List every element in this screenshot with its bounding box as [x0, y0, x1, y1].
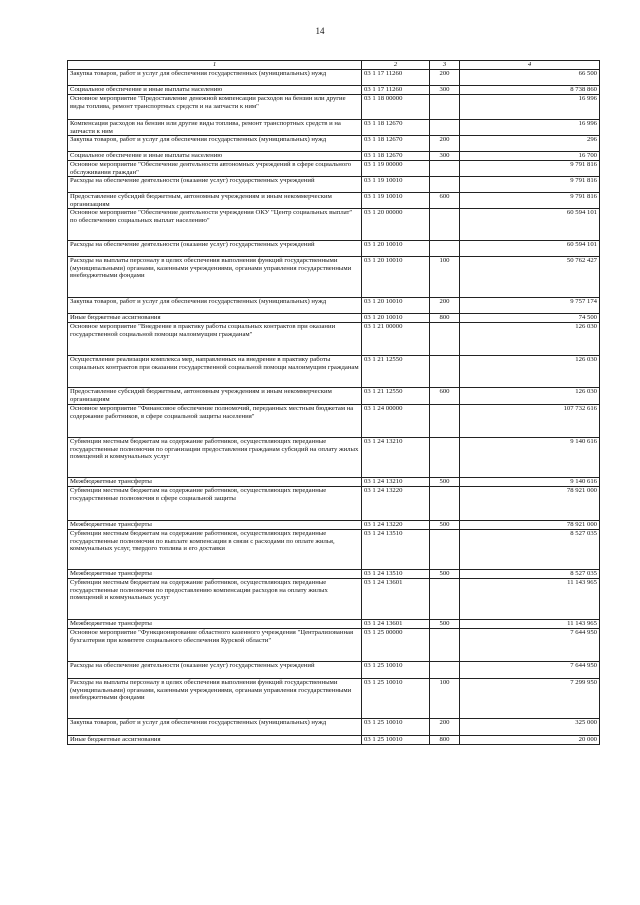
row-name-cell: Межбюджетные трансферты — [68, 620, 362, 629]
table-row — [68, 314, 600, 323]
row-code-cell: 03 1 25 10010 — [362, 719, 430, 736]
row-code-cell: 03 1 20 00000 — [362, 209, 430, 241]
table-row — [68, 161, 600, 177]
row-name-cell: Субвенции местным бюджетам на содержание работников, осуществляющих переданные государственные полномочия по выплате компенсации в связи с расходами по оплате жилья, коммунальных услуг, твердого топлива и его доставки — [68, 530, 362, 570]
row-type-cell: 500 — [430, 478, 460, 487]
row-name-cell: Закупка товаров, работ и услуг для обеспечения государственных (муниципальных) нужд — [68, 719, 362, 736]
row-name-cell: Предоставление субсидий бюджетным, автономным учреждениям и иным некоммерческим организациям — [68, 388, 362, 405]
row-amount-cell: 50 762 427 — [460, 257, 600, 298]
row-code-cell: 03 1 19 00000 — [362, 161, 430, 177]
row-name-cell: Межбюджетные трансферты — [68, 521, 362, 530]
row-type-cell — [430, 241, 460, 257]
row-code-cell: 03 1 24 13510 — [362, 530, 430, 570]
row-type-cell: 200 — [430, 136, 460, 152]
table-row — [68, 70, 600, 86]
row-type-cell: 200 — [430, 70, 460, 86]
row-name-cell: Субвенции местным бюджетам на содержание работников, осуществляющих переданные государственные полномочия по предоставлению компенсации расходов на оплату жилых помещений и коммунальных услуг — [68, 579, 362, 620]
row-code-cell: 03 1 24 13210 — [362, 478, 430, 487]
row-type-cell: 200 — [430, 298, 460, 314]
row-amount-cell: 74 500 — [460, 314, 600, 323]
row-code-cell: 03 1 25 00000 — [362, 629, 430, 662]
row-code-cell: 03 1 20 10010 — [362, 314, 430, 323]
row-amount-cell: 9 791 816 — [460, 177, 600, 193]
row-amount-cell: 7 644 950 — [460, 629, 600, 662]
row-name-cell: Субвенции местным бюджетам на содержание работников, осуществляющих переданные государственные полномочия в сфере социальной защиты — [68, 487, 362, 521]
row-name-cell: Иные бюджетные ассигнования — [68, 314, 362, 323]
row-name-cell: Расходы на обеспечение деятельности (оказание услуг) государственных учреждений — [68, 241, 362, 257]
row-name-cell: Субвенции местным бюджетам на содержание работников, осуществляющих переданные государственные полномочия по организации предоставления гражданам субсидий на оплату жилых помещений и коммунальных услуг — [68, 438, 362, 478]
row-code-cell: 03 1 20 10010 — [362, 241, 430, 257]
row-code-cell: 03 1 18 12670 — [362, 120, 430, 136]
row-amount-cell: 16 996 — [460, 95, 600, 120]
table-row — [68, 177, 600, 193]
row-code-cell: 03 1 20 10010 — [362, 257, 430, 298]
row-type-cell — [430, 629, 460, 662]
row-name-cell: Компенсация расходов на бензин или другие виды топлива, ремонт транспортных средств и на запчасти к ним — [68, 120, 362, 136]
table-row — [68, 241, 600, 257]
row-type-cell: 300 — [430, 86, 460, 95]
table-row — [68, 438, 600, 478]
row-code-cell: 03 1 24 13220 — [362, 521, 430, 530]
row-type-cell — [430, 209, 460, 241]
row-type-cell: 100 — [430, 257, 460, 298]
table-row — [68, 193, 600, 209]
row-code-cell: 03 1 19 10010 — [362, 193, 430, 209]
row-amount-cell: 11 143 965 — [460, 579, 600, 620]
row-type-cell: 800 — [430, 736, 460, 745]
row-type-cell — [430, 438, 460, 478]
row-code-cell: 03 1 17 11260 — [362, 70, 430, 86]
row-code-cell: 03 1 24 13220 — [362, 487, 430, 521]
row-amount-cell: 8 738 860 — [460, 86, 600, 95]
table-row — [68, 530, 600, 570]
row-type-cell: 500 — [430, 521, 460, 530]
row-type-cell — [430, 120, 460, 136]
table-row — [68, 487, 600, 521]
row-name-cell: Социальное обеспечение и иные выплаты населению — [68, 86, 362, 95]
row-amount-cell: 60 594 101 — [460, 241, 600, 257]
row-amount-cell: 8 527 035 — [460, 570, 600, 579]
row-name-cell: Основное мероприятие "Функционирование областного казенного учреждения "Централизованная бухгалтерия при комитете социального обеспечения Курской области" — [68, 629, 362, 662]
table-body — [68, 70, 600, 745]
header-col-3: 3 — [430, 61, 460, 70]
row-amount-cell: 78 921 000 — [460, 487, 600, 521]
row-name-cell: Закупка товаров, работ и услуг для обеспечения государственных (муниципальных) нужд — [68, 136, 362, 152]
row-amount-cell: 60 594 101 — [460, 209, 600, 241]
row-amount-cell: 16 996 — [460, 120, 600, 136]
row-amount-cell: 126 030 — [460, 356, 600, 388]
row-code-cell: 03 1 24 13510 — [362, 570, 430, 579]
budget-table — [67, 60, 600, 745]
table-row — [68, 620, 600, 629]
row-amount-cell: 9 791 816 — [460, 161, 600, 177]
table-row — [68, 86, 600, 95]
row-code-cell: 03 1 17 11260 — [362, 86, 430, 95]
table-row — [68, 388, 600, 405]
row-code-cell: 03 1 24 13601 — [362, 579, 430, 620]
row-type-cell: 100 — [430, 679, 460, 719]
row-amount-cell: 9 791 816 — [460, 193, 600, 209]
row-name-cell: Расходы на выплаты персоналу в целях обеспечения выполнения функций государственными (муниципальными) органами, казенными учреждениями, органами управления государственными внебюджетными фондами — [68, 257, 362, 298]
row-type-cell — [430, 530, 460, 570]
row-name-cell: Основное мероприятие "Финансовое обеспечение полномочий, переданных местным бюджетам на содержание работников, в сфере социальной защиты населения" — [68, 405, 362, 438]
row-code-cell: 03 1 25 10010 — [362, 662, 430, 679]
row-code-cell: 03 1 24 13210 — [362, 438, 430, 478]
row-type-cell — [430, 323, 460, 356]
row-name-cell: Основное мероприятие "Обеспечение деятельности учреждения ОКУ "Центр социальных выплат" по обеспечению социальных выплат населению" — [68, 209, 362, 241]
row-amount-cell: 9 140 616 — [460, 478, 600, 487]
table-row — [68, 629, 600, 662]
row-type-cell — [430, 579, 460, 620]
row-amount-cell: 20 000 — [460, 736, 600, 745]
row-code-cell: 03 1 18 12670 — [362, 152, 430, 161]
row-amount-cell: 126 030 — [460, 388, 600, 405]
row-amount-cell: 78 921 000 — [460, 521, 600, 530]
row-code-cell: 03 1 25 10010 — [362, 736, 430, 745]
row-name-cell: Основное мероприятие "Обеспечение деятельности автономных учреждений в сфере социального обслуживания граждан" — [68, 161, 362, 177]
table-row — [68, 579, 600, 620]
table-row — [68, 719, 600, 736]
row-code-cell: 03 1 19 10010 — [362, 177, 430, 193]
row-name-cell: Закупка товаров, работ и услуг для обеспечения государственных (муниципальных) нужд — [68, 298, 362, 314]
row-name-cell: Основное мероприятие "Внедрение в практику работы социальных контрактов при оказании государственной социальной помощи малоимущим гражданам" — [68, 323, 362, 356]
row-amount-cell: 9 757 174 — [460, 298, 600, 314]
table-header-row — [68, 61, 600, 70]
row-amount-cell: 325 000 — [460, 719, 600, 736]
row-code-cell: 03 1 18 00000 — [362, 95, 430, 120]
table-row — [68, 478, 600, 487]
row-type-cell: 600 — [430, 388, 460, 405]
row-amount-cell: 296 — [460, 136, 600, 152]
table-row — [68, 136, 600, 152]
row-amount-cell: 126 030 — [460, 323, 600, 356]
row-name-cell: Межбюджетные трансферты — [68, 570, 362, 579]
table-row — [68, 679, 600, 719]
table-row — [68, 356, 600, 388]
row-name-cell: Предоставление субсидий бюджетным, автономным учреждениям и иным некоммерческим организациям — [68, 193, 362, 209]
row-name-cell: Межбюджетные трансферты — [68, 478, 362, 487]
row-code-cell: 03 1 18 12670 — [362, 136, 430, 152]
row-type-cell — [430, 161, 460, 177]
row-name-cell: Осуществление реализации комплекса мер, направленных на внедрение в практику работы социальных контрактов при оказании государственной социальной помощи малоимущим гражданам — [68, 356, 362, 388]
row-name-cell: Расходы на выплаты персоналу в целях обеспечения выполнения функций государственными (муниципальными) органами, казенными учреждениями, органами управления государственными внебюджетными фондами — [68, 679, 362, 719]
table-row — [68, 152, 600, 161]
row-type-cell: 800 — [430, 314, 460, 323]
header-col-1: 1 — [68, 61, 362, 70]
row-code-cell: 03 1 20 10010 — [362, 298, 430, 314]
row-type-cell: 500 — [430, 620, 460, 629]
page-number: 14 — [315, 26, 325, 36]
row-amount-cell: 8 527 035 — [460, 530, 600, 570]
row-name-cell: Расходы на обеспечение деятельности (оказание услуг) государственных учреждений — [68, 177, 362, 193]
table-row — [68, 405, 600, 438]
row-type-cell: 600 — [430, 193, 460, 209]
row-type-cell — [430, 405, 460, 438]
row-code-cell: 03 1 21 12550 — [362, 388, 430, 405]
table-row — [68, 570, 600, 579]
row-type-cell — [430, 487, 460, 521]
table-row — [68, 662, 600, 679]
row-type-cell: 300 — [430, 152, 460, 161]
table-row — [68, 257, 600, 298]
row-name-cell: Иные бюджетные ассигнования — [68, 736, 362, 745]
row-amount-cell: 9 140 616 — [460, 438, 600, 478]
row-amount-cell: 66 500 — [460, 70, 600, 86]
row-code-cell: 03 1 24 00000 — [362, 405, 430, 438]
row-type-cell — [430, 95, 460, 120]
header-col-4: 4 — [460, 61, 600, 70]
row-name-cell: Основное мероприятие "Предоставление денежной компенсации расходов на бензин или другие виды топлива, ремонт транспортных средств и на запчасти к ним" — [68, 95, 362, 120]
row-code-cell: 03 1 24 13601 — [362, 620, 430, 629]
table-row — [68, 736, 600, 745]
table-row — [68, 120, 600, 136]
row-name-cell: Расходы на обеспечение деятельности (оказание услуг) государственных учреждений — [68, 662, 362, 679]
row-code-cell: 03 1 21 00000 — [362, 323, 430, 356]
row-type-cell: 500 — [430, 570, 460, 579]
row-amount-cell: 11 143 965 — [460, 620, 600, 629]
row-name-cell: Закупка товаров, работ и услуг для обеспечения государственных (муниципальных) нужд — [68, 70, 362, 86]
row-type-cell — [430, 356, 460, 388]
table-row — [68, 323, 600, 356]
table-row — [68, 298, 600, 314]
row-amount-cell: 7 644 950 — [460, 662, 600, 679]
row-code-cell: 03 1 21 12550 — [362, 356, 430, 388]
row-code-cell: 03 1 25 10010 — [362, 679, 430, 719]
row-name-cell: Социальное обеспечение и иные выплаты населению — [68, 152, 362, 161]
table-row — [68, 95, 600, 120]
header-col-2: 2 — [362, 61, 430, 70]
table-row — [68, 521, 600, 530]
row-type-cell — [430, 662, 460, 679]
row-type-cell: 200 — [430, 719, 460, 736]
table-row — [68, 209, 600, 241]
row-type-cell — [430, 177, 460, 193]
row-amount-cell: 7 299 950 — [460, 679, 600, 719]
row-amount-cell: 107 732 616 — [460, 405, 600, 438]
row-amount-cell: 16 700 — [460, 152, 600, 161]
